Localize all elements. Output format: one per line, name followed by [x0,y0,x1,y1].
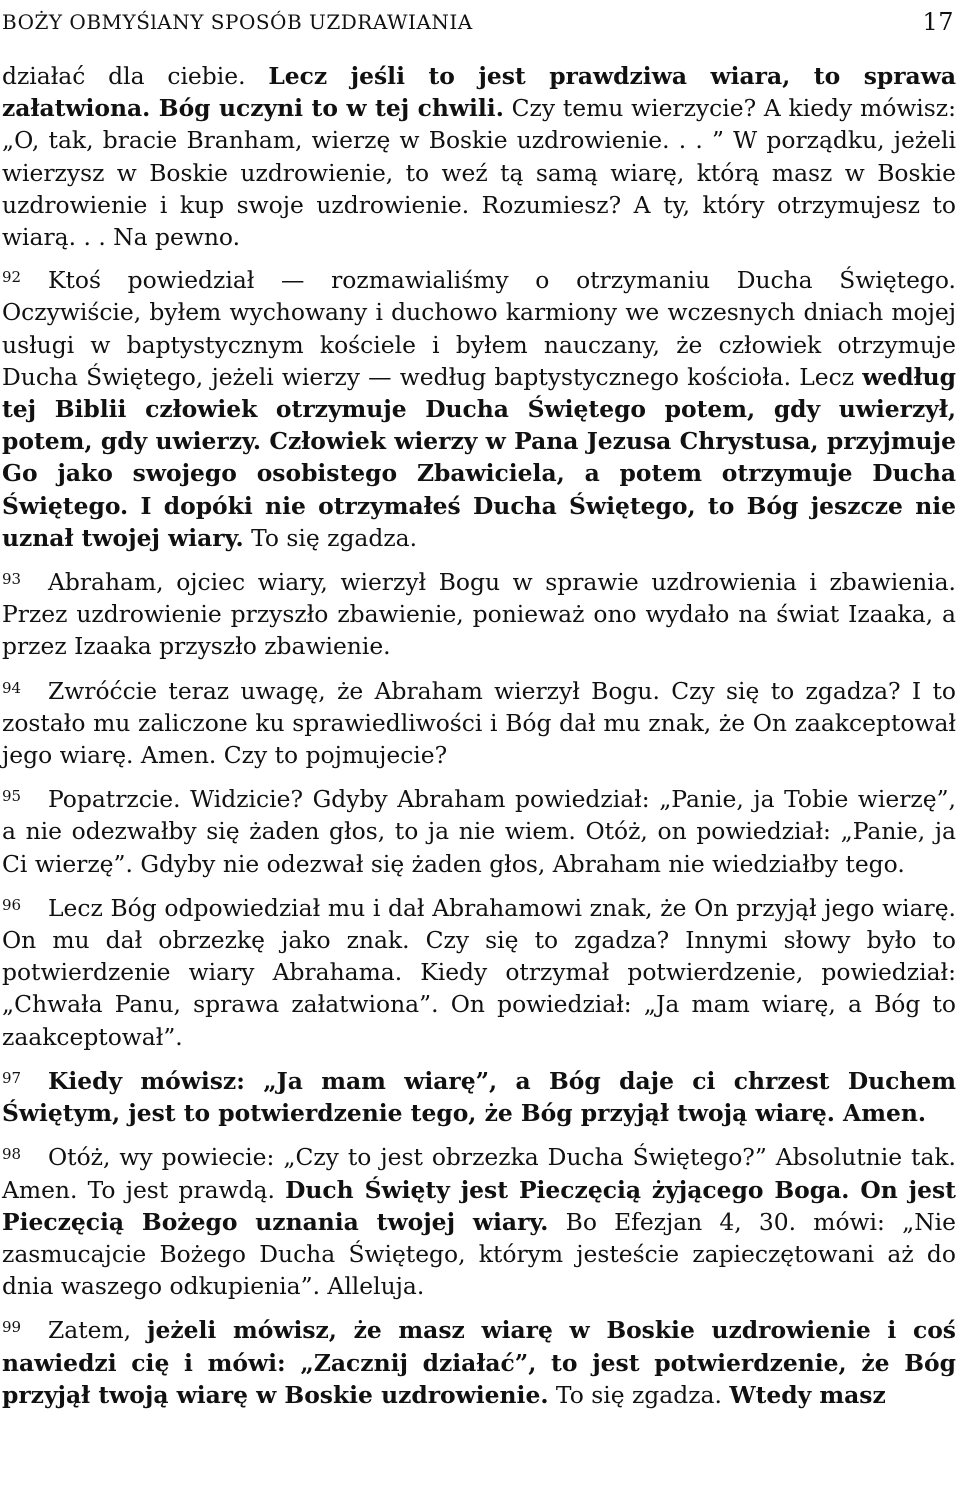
text-segment: To się zgadza. [548,1380,730,1409]
paragraph [2,889,956,1053]
bold-text: według tej Biblii człowiek otrzymuje Ducha Świętego potem, gdy uwierzył, potem, gdy uwierzy. Człowiek wierzy w Pana Jezusa Chrystusa, przyjmuje Go jako swojego osobistego Zbawiciela, a potem otrzymuje Ducha Świętego. I dopóki nie otrzymałeś Ducha Świętego, to Bóg jeszcze nie uznał twojej wiary. [2,362,957,552]
paragraph [2,60,956,253]
page-number: 17 [922,8,954,36]
text-segment: Zwróćcie teraz uwagę, że Abraham wierzył Bogu. Czy się to zgadza? I to zostało mu zaliczone ku sprawiedliwości i Bóg dał mu znak, że On zaakceptował jego wiarę. Amen. Czy to pojmujecie? [2,676,956,770]
bold-text: Lecz jeśli to jest prawdziwa wiara, to sprawa załatwiona. Bóg uczyni to w tej chwili. [2,62,957,123]
text-segment: Ktoś powiedział — rozmawialiśmy o otrzymaniu Ducha Świętego. Oczywiście, byłem wychowany i duchowo karmiony we wczesnych dniach mojej usługi w baptystycznym kościele i byłem nauczany, że człowiek otrzymuje Ducha Świętego, jeżeli wierzy — według baptystycznego kościoła. [2,266,956,391]
text-segment: To się zgadza. [243,523,418,552]
running-title: BOŻY OBMYŚlANY SPOSÓB UZDRAWIANIA [2,10,473,34]
paragraph-number: 94 [2,678,22,697]
paragraph-number: 97 [2,1068,22,1087]
bold-text: Duch Święty jest Pieczęcią żyjącego Boga. On jest Pieczęcią Bożego uznania twojej wiary. [2,1175,956,1236]
paragraph-number: 99 [2,1318,22,1337]
bold-text: Wtedy masz [729,1380,886,1409]
paragraph-number: 95 [2,787,22,806]
paragraph [2,1138,956,1302]
paragraph [2,563,956,663]
text-segment: Lecz [799,362,863,391]
paragraph-number: 98 [2,1145,22,1164]
text-segment: Zatem, [48,1316,148,1345]
page-header [2,4,956,60]
paragraph [2,1062,956,1129]
text-segment: Lecz Bóg odpowiedział mu i dał Abrahamowi znak, że On przyjął jego wiarę. On mu dał obrzezkę jako znak. Czy się to zgadza? Innymi słowy było to potwierdzenie wiary Abrahama. Kiedy otrzymał potwierdzenie, powiedział: „Chwała Panu, sprawa załatwiona”. On powiedział: „Ja mam wiarę, a Bóg to zaakceptował”. [2,893,956,1051]
text-segment: Otóż, wy powiecie: „Czy to jest obrzezka Ducha Świętego?” Absolutnie tak. Amen. To jest prawdą. [2,1143,956,1204]
text-segment: Popatrzcie. Widzicie? Gdyby Abraham powiedział: „Panie, ja Tobie wierzę”, a nie odezwałby się żaden głos, to ja nie wiem. Otóż, on powiedział: „Panie, ja Ci wierzę”. Gdyby nie odezwał się żaden głos, Abraham nie wiedziałby tego. [2,785,956,878]
paragraph [2,780,956,880]
paragraph [2,1311,956,1411]
paragraph [2,672,956,772]
paragraph-number: 96 [2,895,22,914]
text-segment: działać dla ciebie. [2,62,269,90]
text-segment: Czy temu wierzycie? A kiedy mówisz: „O, tak, bracie Branham, wierzę w Boskie uzdrowienie. . . ” W porządku, jeżeli wierzysz w Boskie uzdrowienie, to weź tą samą wiarę, którą masz w Boskie uzdrowienie i kup swoje uzdrowienie. Rozumiesz? A ty, który otrzymujesz to wiarą. . . Na pewno. [2,94,956,252]
bold-text: Kiedy mówisz: „Ja mam wiarę”, a Bóg daje ci chrzest Duchem Świętym, jest to potwierdzenie tego, że Bóg przyjął twoją wiarę. Amen. [2,1066,956,1128]
bold-text: jeżeli mówisz, że masz wiarę w Boskie uzdrowienie i coś nawiedzi cię i mówi: „Zacznij działać”, to jest potwierdzenie, że Bóg przyjął twoją wiarę w Boskie uzdrowienie. [2,1316,956,1409]
paragraph [2,261,956,554]
text-segment: Abraham, ojciec wiary, wierzył Bogu w sprawie uzdrowienia i zbawienia. Przez uzdrowienie przyszło zbawienie, ponieważ ono wydało na świat Izaaka, a przez Izaaka przyszło zbawienie. [2,568,956,661]
body-text [2,60,956,1411]
text-segment: Bo Efezjan 4, 30. mówi: „Nie zasmucajcie Bożego Ducha Świętego, którym jesteście zapieczętowani aż do dnia waszego odkupienia”. Alleluja. [2,1207,956,1301]
paragraph-number: 93 [2,570,22,589]
paragraph-number: 92 [2,268,22,287]
